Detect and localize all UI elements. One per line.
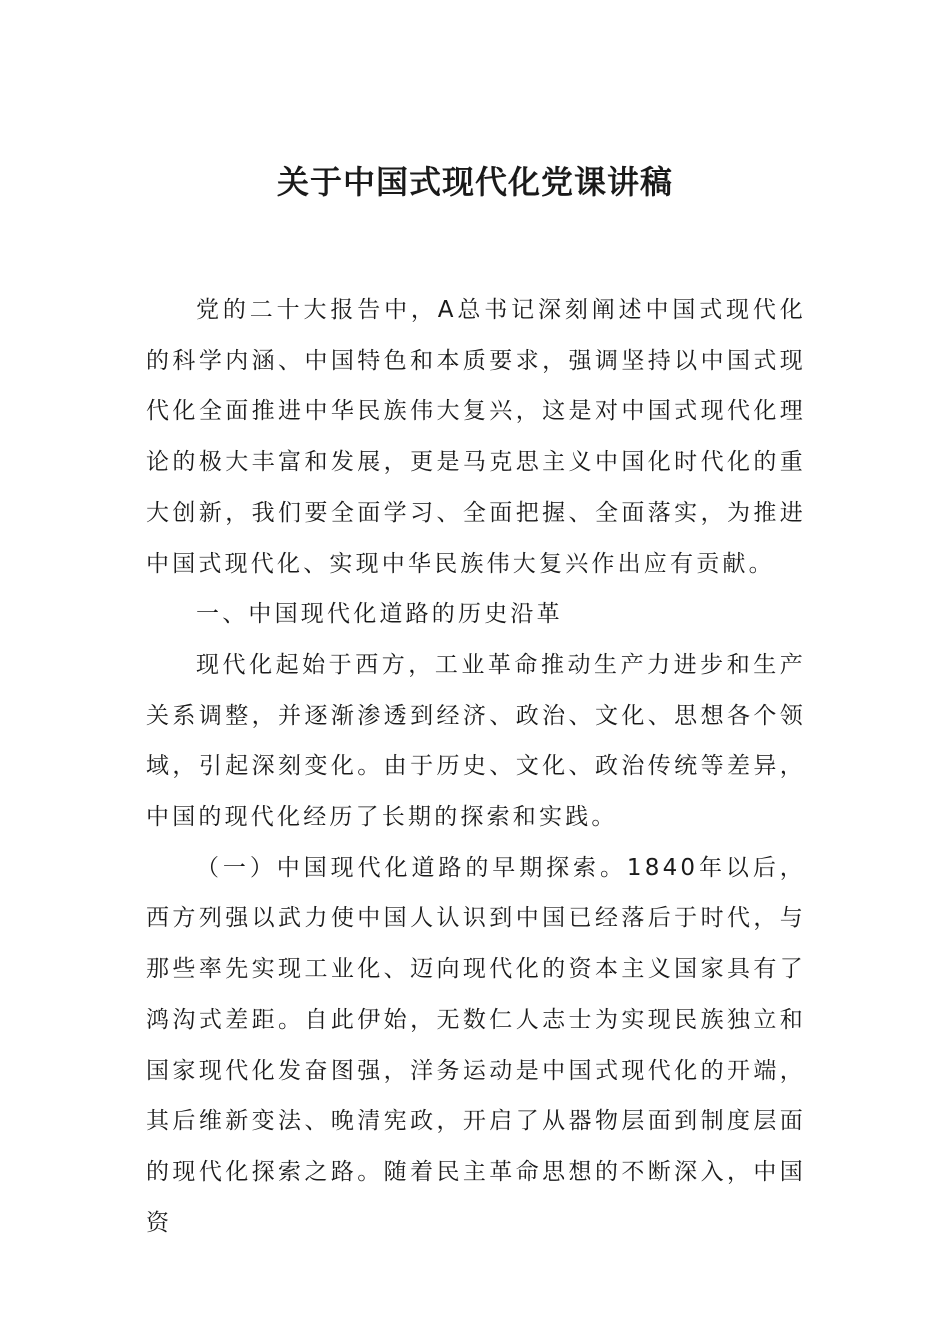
page-title: 关于中国式现代化党课讲稿 xyxy=(276,163,673,201)
document-body xyxy=(146,285,806,1248)
early-exploration-paragraph: （一）中国现代化道路的早期探索。1840年以后，西方列强以武力使中国人认识到中国已经落后于时代，与那些率先实现工业化、迈向现代化的资本主义国家具有了鸿沟式差距。自此伊始，无数仁人志士为实现民族独立和国家现代化发奋图强，洋务运动是中国式现代化的开端，其后维新变法、晚清宪政，开启了从器物层面到制度层面的现代化探索之路。随着民主革命思想的不断深入，中国资 xyxy=(146,854,806,1236)
history-paragraph: 现代化起始于西方，工业革命推动生产力进步和生产关系调整，并逐渐渗透到经济、政治、文化、思想各个领域，引起深刻变化。由于历史、文化、政治传统等差异，中国的现代化经历了长期的探索和实践。 xyxy=(146,651,806,831)
section-heading: 一、中国现代化道路的历史沿革 xyxy=(196,601,563,628)
intro-paragraph: 党的二十大报告中，A总书记深刻阐述中国式现代化的科学内涵、中国特色和本质要求，强调坚持以中国式现代化全面推进中华民族伟大复兴，这是对中国式现代化理论的极大丰富和发展，更是马克思主义中国化时代化的重大创新，我们要全面学习、全面把握、全面落实，为推进中国式现代化、实现中华民族伟大复兴作出应有贡献。 xyxy=(146,297,806,577)
